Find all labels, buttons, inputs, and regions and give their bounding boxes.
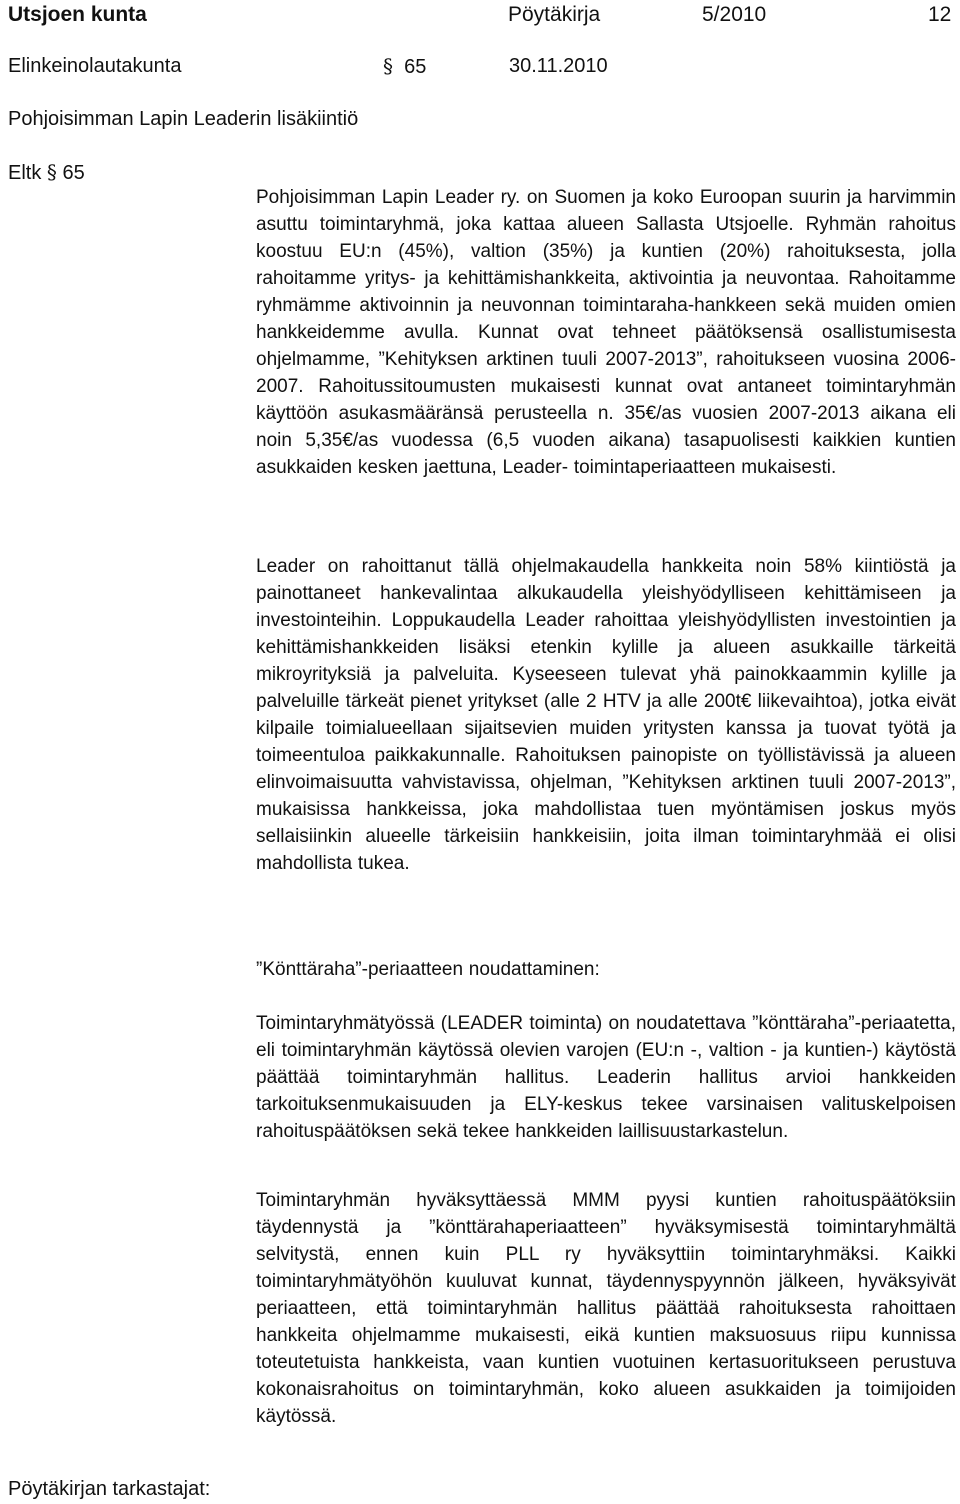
section-subheading [256, 956, 956, 983]
meeting-date: 30.11.2010 [509, 55, 608, 77]
paragraph-text: Toimintaryhmän hyväksyttäessä MMM pyysi kuntien rahoituspäätöksiin täydennystä ja ”könttärahaperiaatteen” hyväksymisestä toimintaryhmältä selvitystä, ennen kuin PLL ry hyväksyttiin toimintaryhmäksi. Kaikki toimintaryhmätyöhön kuuluvat kunnat, täydennyspyynnön jälkeen, hyväksyivät periaatteen, että toimintaryhmän hallitus päättää rahoituksesta rahoittaen hankkeita ohjelmamme mukaisesti, eikä kuntien maksuosuus riipu kunnissa toteutetuista hankkeista, vaan kuntien vuotuinen kertasuoritukseen perustuva kokonaisrahoitus on toimintaryhmän, koko alueen asukkaiden ja toimijoiden käytössä. [256, 1190, 956, 1427]
paragraph-text: Pohjoisimman Lapin Leader ry. on Suomen ja koko Euroopan suurin ja harvimmin asuttu toimintaryhmä, joka kattaa alueen Sallasta Utsjoelle. Ryhmän rahoitus koostuu EU:n (45%), valtion (35%) ja kuntien (20%) rahoituksesta, jolla rahoitamme yritys- ja kehittämishankkeita, aktivointia ja neuvontaa. Rahoitamme ryhmämme aktivoinnin ja neuvonnan toimintaraha-hankkeen sekä muiden omien hankkeidemme avulla. Kunnat ovat tehneet päätöksensä osallistumisesta ohjelmamme, ”Kehityksen arktinen tuuli 2007-2013”, rahoitukseen vuosina 2006-2007. Rahoitussitoumusten mukaisesti kunnat ovat antaneet toimintaryhmän käyttöön asukasmääränsä perusteella n. 35€/as vuosien 2007-2013 aikana eli noin 5,35€/as vuodessa (6,5 vuoden aikana) tasapuolisesti kaikkien kuntien asukkaiden kesken jaettuna, Leader- toimintaperiaatteen mukaisesti. [256, 187, 956, 478]
section-reference [383, 51, 426, 82]
paragraph-text: Leader on rahoittanut tällä ohjelmakaudella hankkeita noin 58% kiintiöstä ja painottaneet hankevalintaa alkukaudella yleishyödylliseen kehittämiseen ja investointeihin. Loppukaudella Leader rahoittaa yleishyödyllisten investointien ja kehittämishankkeiden lisäksi etenkin kylille ja alueen asukkaille tärkeitä mikroyrityksiä ja palveluita. Kyseeseen tulevat yhä painokkaammin kylille ja palveluille tärkeät pienet yritykset (alle 2 HTV ja alle 200t€ liikevaihtoa), jotka eivät kilpaile toimialueellaan sijaitsevien muiden yritysten kanssa ja tuovat työtä ja toimeentuloa paikkakunnalle. Rahoituksen painopiste on työllistävissä ja alueen elinvoimaisuutta vahvistavissa, ohjelman, ”Kehityksen arktinen tuuli 2007-2013”, mukaisissa hankkeissa, joka mahdollistaa tuen myöntämisen joskus myös sellaisiinkin alueelle tärkeisiin hankkeisiin, joita ilman toimintaryhmää ei olisi mahdollista tukea. [256, 556, 956, 874]
section-number: 65 [404, 56, 427, 78]
document-number: 5/2010 [702, 3, 767, 26]
page-title: Pohjoisimman Lapin Leaderin lisäkiintiö [8, 108, 359, 130]
organization-name: Utsjoen kunta [8, 3, 147, 26]
committee-name: Elinkeinolautakunta [8, 55, 182, 77]
paragraph-text: Toimintaryhmätyössä (LEADER toiminta) on noudatettava ”könttäraha”-periaatetta, eli toimintaryhmän käytössä olevien varojen (EU:n -, valtion - ja kuntien-) käytöstä päättää toimintaryhmän hallitus. Leaderin hallitus arvioi hankkeiden tarkoituksenmukaisuuden ja ELY-keskus tekee varsinaisen valituskelpoisen rahoituspäätöksen sekä tekee hankkeiden laillisuustarkastelun. [256, 1013, 956, 1142]
agenda-reference-section-sign: § [46, 160, 57, 184]
agenda-reference [8, 157, 85, 188]
body-paragraph [256, 1187, 956, 1430]
page-number: 12 [928, 3, 952, 26]
body-paragraph [256, 1010, 956, 1145]
subheading-text: ”Könttäraha”-periaatteen noudattaminen: [256, 959, 600, 980]
minutes-reviewers-label: Pöytäkirjan tarkastajat: [8, 1478, 211, 1500]
body-paragraph [256, 553, 956, 877]
agenda-reference-prefix: Eltk [8, 162, 42, 184]
section-sign: § [383, 54, 393, 78]
agenda-reference-number: 65 [62, 162, 85, 184]
body-paragraph [256, 184, 956, 481]
document-type: Pöytäkirja [508, 3, 601, 26]
